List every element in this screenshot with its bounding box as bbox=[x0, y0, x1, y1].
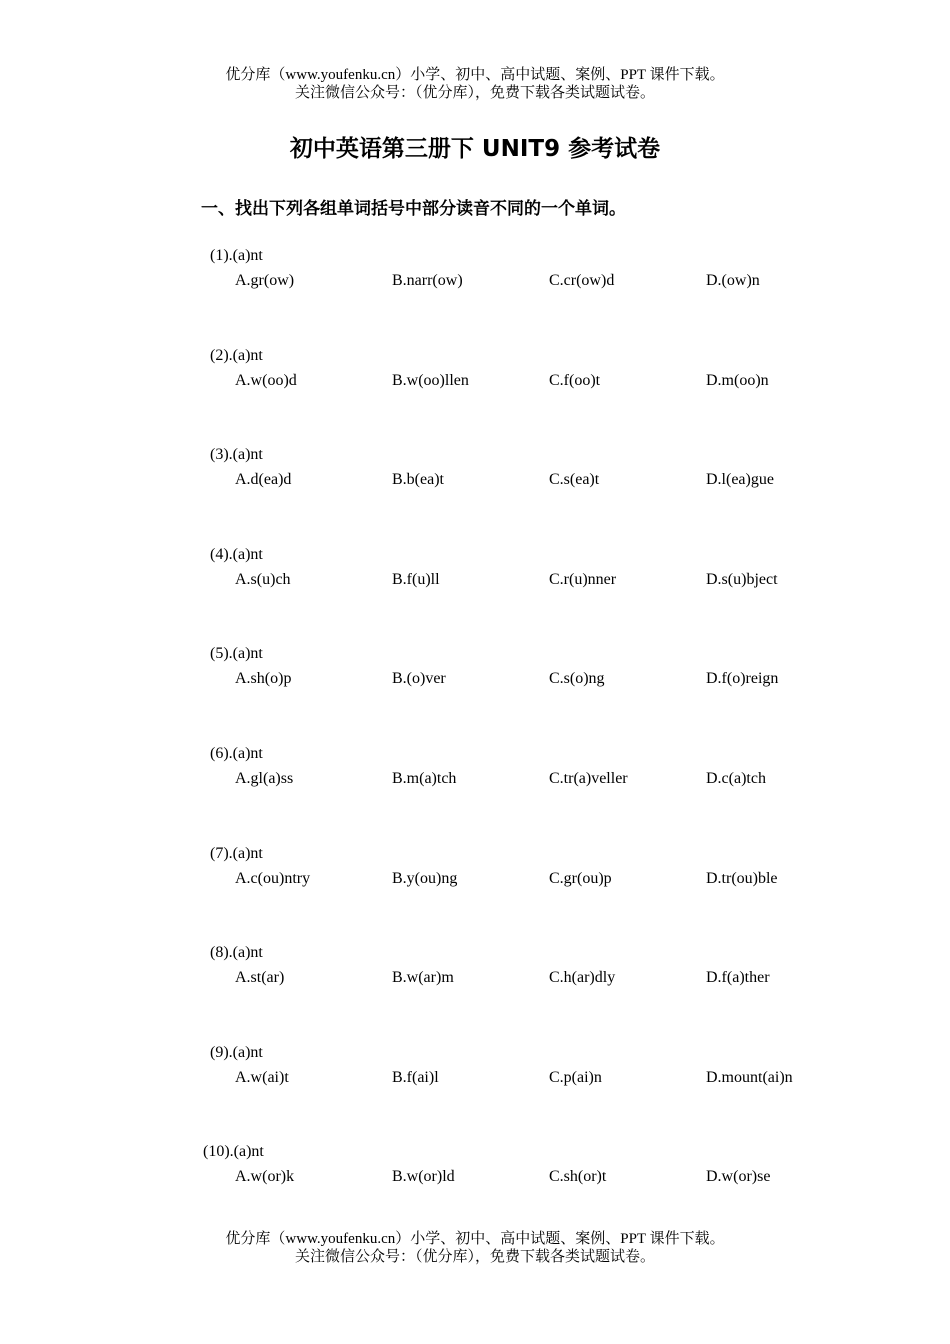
question-3 bbox=[0, 444, 950, 544]
footer-line-1: 优分库（www.youfenku.cn）小学、初中、高中试题、案例、PPT 课件下载。 bbox=[225, 1231, 725, 1247]
question-7 bbox=[0, 843, 950, 943]
question-2 bbox=[0, 345, 950, 445]
question-number: (2).(a)nt bbox=[210, 346, 263, 364]
option-d: D.s(u)bject bbox=[706, 570, 778, 588]
option-d: D.mount(ai)n bbox=[706, 1068, 793, 1086]
option-c: C.sh(or)t bbox=[549, 1168, 607, 1186]
page-footer bbox=[0, 1230, 950, 1266]
question-number: (4).(a)nt bbox=[210, 545, 263, 563]
option-b: B.f(u)ll bbox=[392, 570, 440, 588]
option-b: B.m(a)tch bbox=[392, 769, 457, 787]
document-title: 初中英语第三册下 UNIT9 参考试卷 bbox=[289, 136, 661, 162]
question-6 bbox=[0, 743, 950, 843]
option-b: B.b(ea)t bbox=[392, 471, 444, 489]
option-d: D.c(a)tch bbox=[706, 769, 766, 787]
question-9 bbox=[0, 1042, 950, 1142]
option-b: B.narr(ow) bbox=[392, 272, 463, 289]
option-b: B.w(oo)llen bbox=[392, 371, 469, 389]
question-number: (5).(a)nt bbox=[210, 645, 263, 663]
option-d: D.w(or)se bbox=[706, 1168, 771, 1186]
option-c: C.s(ea)t bbox=[549, 471, 600, 489]
option-c: C.tr(a)veller bbox=[549, 769, 628, 787]
option-a: A.gl(a)ss bbox=[235, 769, 294, 787]
question-number: (3).(a)nt bbox=[210, 446, 263, 464]
question-number: (10).(a)nt bbox=[203, 1143, 264, 1161]
question-number: (6).(a)nt bbox=[210, 744, 263, 762]
option-a: A.w(oo)d bbox=[235, 371, 297, 389]
header-line-1: 优分库（www.youfenku.cn）小学、初中、高中试题、案例、PPT 课件下载。 bbox=[225, 67, 725, 83]
question-8 bbox=[0, 942, 950, 1042]
option-a: A.s(u)ch bbox=[235, 570, 291, 588]
question-list bbox=[0, 245, 950, 1241]
option-c: C.r(u)nner bbox=[549, 570, 617, 588]
question-4 bbox=[0, 544, 950, 644]
header-line-2: 关注微信公众号：（优分库），免费下载各类试题试卷。 bbox=[294, 85, 655, 101]
option-c: C.f(oo)t bbox=[549, 371, 601, 389]
option-a: A.w(ai)t bbox=[235, 1068, 289, 1086]
question-number: (9).(a)nt bbox=[210, 1043, 263, 1061]
option-a: A.d(ea)d bbox=[235, 471, 292, 489]
page-header bbox=[0, 66, 950, 102]
option-b: B.y(ou)ng bbox=[392, 869, 458, 887]
option-b: B.(o)ver bbox=[392, 670, 446, 688]
option-a: A.c(ou)ntry bbox=[235, 869, 311, 887]
option-a: A.st(ar) bbox=[235, 969, 285, 987]
option-a: A.sh(o)p bbox=[235, 670, 292, 688]
option-b: B.w(or)ld bbox=[392, 1168, 455, 1186]
question-number: (8).(a)nt bbox=[210, 944, 263, 962]
option-d: D.f(o)reign bbox=[706, 670, 779, 688]
question-10 bbox=[0, 1141, 950, 1241]
question-number: (1).(a)nt bbox=[210, 247, 263, 264]
option-c: C.p(ai)n bbox=[549, 1068, 602, 1086]
section-1-heading: 一、找出下列各组单词括号中部分读音不同的一个单词。 bbox=[201, 199, 626, 219]
option-a: A.w(or)k bbox=[235, 1168, 295, 1186]
option-c: C.s(o)ng bbox=[549, 670, 605, 688]
option-b: B.w(ar)m bbox=[392, 969, 454, 987]
option-c: C.gr(ou)p bbox=[549, 869, 612, 887]
question-number: (7).(a)nt bbox=[210, 844, 263, 862]
option-a: A.gr(ow) bbox=[235, 272, 295, 289]
option-d: D.(ow)n bbox=[706, 272, 760, 289]
option-d: D.f(a)ther bbox=[706, 969, 770, 987]
question-5 bbox=[0, 643, 950, 743]
option-d: D.tr(ou)ble bbox=[706, 869, 778, 887]
option-d: D.l(ea)gue bbox=[706, 471, 774, 489]
option-d: D.m(oo)n bbox=[706, 371, 769, 389]
question-1 bbox=[0, 245, 950, 345]
option-c: C.h(ar)dly bbox=[549, 969, 616, 987]
footer-line-2: 关注微信公众号：（优分库），免费下载各类试题试卷。 bbox=[294, 1249, 655, 1265]
option-b: B.f(ai)l bbox=[392, 1068, 439, 1086]
option-c: C.cr(ow)d bbox=[549, 272, 615, 289]
